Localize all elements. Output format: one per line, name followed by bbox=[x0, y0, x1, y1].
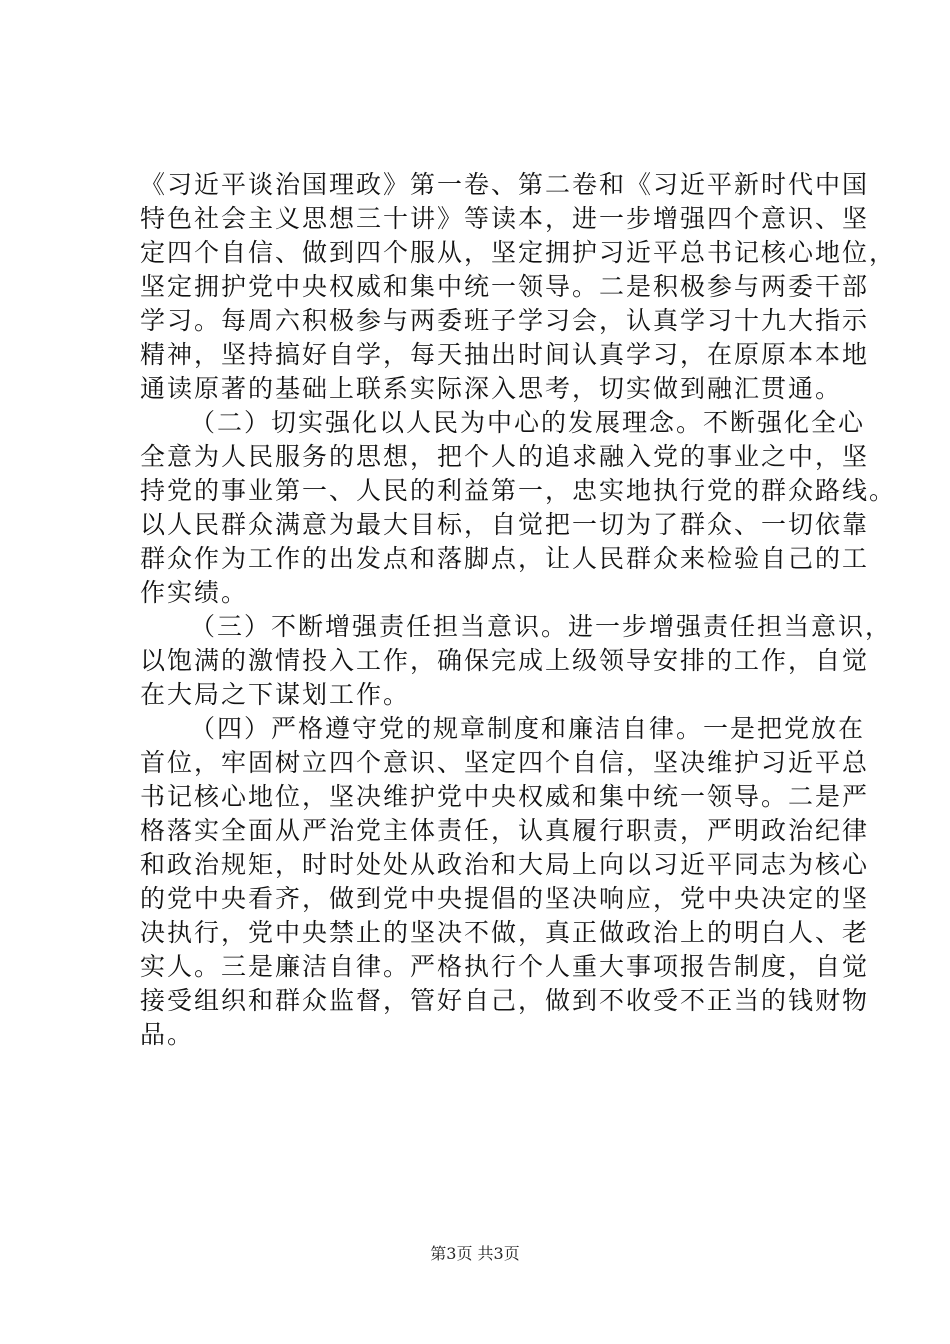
text-line: 作实绩。 bbox=[140, 578, 249, 607]
text-line: 首位，牢固树立四个意识、坚定四个自信，坚决维护习近平总 bbox=[140, 748, 870, 777]
paragraph-2-start: （二）切实强化以人民为中心的发展理念。不断强化全心 bbox=[190, 408, 866, 437]
text-line: 在大局之下谋划工作。 bbox=[140, 680, 411, 709]
text-line: 以饱满的激情投入工作，确保完成上级领导安排的工作，自觉 bbox=[140, 646, 870, 675]
paragraph-3-start: （三）不断增强责任担当意识。进一步增强责任担当意识， bbox=[190, 612, 893, 641]
text-line: 实人。三是廉洁自律。严格执行个人重大事项报告制度，自觉 bbox=[140, 952, 870, 981]
page-footer bbox=[0, 1244, 950, 1264]
text-line: 学习。每周六积极参与两委班子学习会，认真学习十九大指示 bbox=[140, 306, 870, 335]
text-line: 《习近平谈治国理政》第一卷、第二卷和《习近平新时代中国 bbox=[140, 170, 870, 199]
text-line: 定四个自信、做到四个服从，坚定拥护习近平总书记核心地位， bbox=[140, 238, 897, 267]
text-line: 群众作为工作的出发点和落脚点，让人民群众来检验自己的工 bbox=[140, 544, 870, 573]
text-line: 品。 bbox=[140, 1020, 195, 1049]
paragraph-4-start: （四）严格遵守党的规章制度和廉洁自律。一是把党放在 bbox=[190, 714, 866, 743]
text-line: 以人民群众满意为最大目标，自觉把一切为了群众、一切依靠 bbox=[140, 510, 870, 539]
text-line: 全意为人民服务的思想，把个人的追求融入党的事业之中，坚 bbox=[140, 442, 870, 471]
document-body bbox=[140, 168, 897, 1052]
text-line: 通读原著的基础上联系实际深入思考，切实做到融汇贯通。 bbox=[140, 374, 843, 403]
text-line: 坚定拥护党中央权威和集中统一领导。二是积极参与两委干部 bbox=[140, 272, 870, 301]
text-line: 持党的事业第一、人民的利益第一，忠实地执行党的群众路线。 bbox=[140, 476, 897, 505]
text-line: 精神，坚持搞好自学，每天抽出时间认真学习，在原原本本地 bbox=[140, 340, 870, 369]
text-line: 决执行，党中央禁止的坚决不做，真正做政治上的明白人、老 bbox=[140, 918, 870, 947]
text-line: 书记核心地位，坚决维护党中央权威和集中统一领导。二是严 bbox=[140, 782, 870, 811]
text-line: 的党中央看齐，做到党中央提倡的坚决响应，党中央决定的坚 bbox=[140, 884, 870, 913]
text-line: 接受组织和群众监督，管好自己，做到不收受不正当的钱财物 bbox=[140, 986, 870, 1015]
page-number: 第3页 共3页 bbox=[430, 1244, 520, 1263]
text-line: 格落实全面从严治党主体责任，认真履行职责，严明政治纪律 bbox=[140, 816, 870, 845]
text-line: 和政治规矩，时时处处从政治和大局上向以习近平同志为核心 bbox=[140, 850, 870, 879]
text-line: 特色社会主义思想三十讲》等读本，进一步增强四个意识、坚 bbox=[140, 204, 870, 233]
